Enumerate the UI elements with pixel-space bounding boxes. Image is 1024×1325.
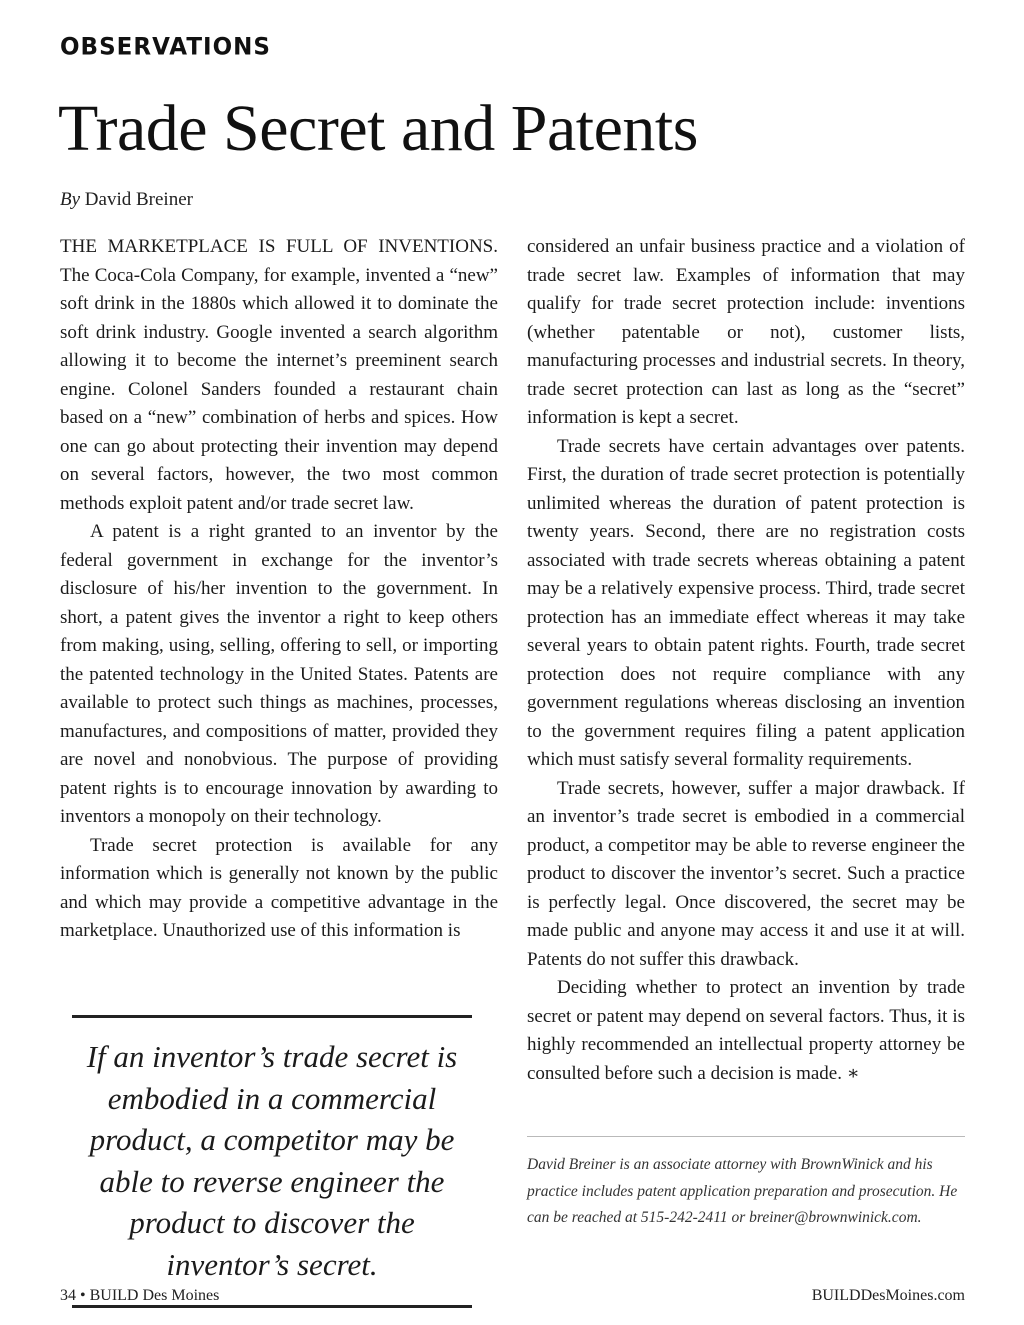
right-column [527,233,965,1088]
paragraph: THE MARKETPLACE IS FULL OF INVENTIONS. The Coca-Cola Company, for example, invented a “new” soft drink in the 1880s which allowed it to dominate the soft drink industry. Google invented a search algorithm allowing it to become the internet’s preeminent search engine. Colonel Sanders founded a restaurant chain based on a “new” combination of herbs and spices. How one can go about protecting their invention may depend on several factors, however, the two most common methods exploit patent and/or trade secret law. [60,236,498,514]
author-bio: David Breiner is an associate attorney with BrownWinick and his practice includes patent application preparation and prosecution. He can be reached at 515-242-2411 or breiner@brownwinick.com. [527,1156,958,1226]
paragraph: Trade secrets have certain advantages over patents. First, the duration of trade secret protection is potentially unlimited whereas the duration of patent protection is twenty years. Second, there are no registration costs associated with trade secrets whereas obtaining a patent may be a relatively expensive process. Third, trade secret protection has an immediate effect whereas it may take several years to obtain patent rights. Fourth, trade secret protection does not require compliance with any government regulations whereas disclosing an invention to the government requires filing a patent application which must satisfy several formality requirements. [527,435,965,770]
byline-author: David Breiner [84,189,193,210]
paragraph: Deciding whether to protect an invention by trade secret or patent may depend on several factors. Thus, it is highly recommended an intellectual property attorney be consulted before such a decision is made. ∗ [527,977,965,1084]
paragraph: Trade secrets, however, suffer a major drawback. If an inventor’s trade secret is embodied in a commercial product, a competitor may be able to reverse engineer the product to discover the inventor’s secret. Such a practice is perfectly legal. Once discovered, the secret may be made public and anyone may access it and use it at will. Patents do not suffer this drawback. [527,777,965,970]
bio-divider [527,1136,965,1137]
paragraph: considered an unfair business practice and a violation of trade secret law. Examples of information that may qualify for trade secret protection include: inventions (whether patentable or not), customer lists, manufacturing processes and industrial secrets. In theory, trade secret protection can last as long as the “secret” information is kept a secret. [527,236,965,428]
paragraph: A patent is a right granted to an inventor by the federal government in exchange for the inventor’s disclosure of his/her invention to the government. In short, a patent gives the inventor a right to keep others from making, using, selling, offering to sell, or importing the patented technology in the United States. Patents are available to protect such things as machines, processes, manufactures, and compositions of matter, provided they are novel and nonobvious. The purpose of providing patent rights is to encourage innovation by awarding to inventors a monopoly on their technology. [60,521,498,827]
footer-website: BUILDDesMoines.com [811,1287,965,1304]
byline [60,189,193,211]
paragraph: Trade secret protection is available for any information which is generally not known by the public and which may provide a competitive advantage in the marketplace. Unauthorized use of this information is [60,834,498,941]
footer-page-info: 34 • BUILD Des Moines [60,1287,220,1304]
byline-prefix: By [60,189,81,210]
left-column [60,233,498,946]
pull-quote: If an inventor’s trade secret is embodied in a commercial product, a competitor may be able to reverse engineer the product to discover the inventor’s secret. [72,1015,472,1308]
section-label: OBSERVATIONS [60,33,271,61]
article-title: Trade Secret and Patents [58,92,698,165]
